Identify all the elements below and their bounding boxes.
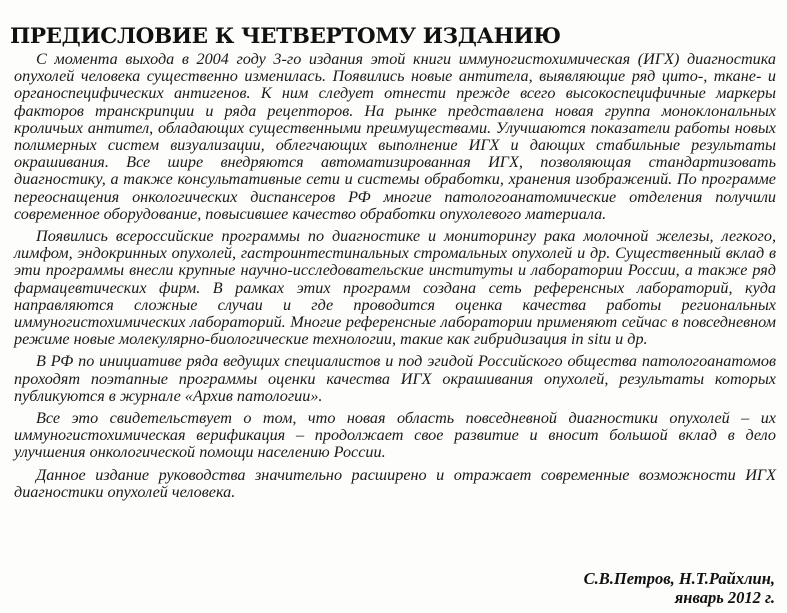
document-title: ПРЕДИСЛОВИЕ К ЧЕТВЕРТОМУ ИЗДАНИЮ [10, 24, 561, 49]
paragraph-5: Данное издание руководства значительно расширено и отражает современные возможности ИГХ диагностики опухолей человека. [14, 465, 776, 501]
signature-block [584, 569, 775, 607]
preface-body [14, 51, 776, 501]
paragraph-2: Появились всероссийские программы по диагностике и мониторингу рака молочной железы, легкого, лимфом, эндокринных опухолей, гастроинтестинальных стромальных опухолей и др. Существенный вклад в эти программы внесли крупные научно-исследовательские институты и лаборатории России, а также ряд фармацевтических фирм. В рамках этих программ создана сеть референсных лабораторий, куда направляются сложные случаи и где проводится оценка качества работы региональных иммуногистохимических лабораторий. Многие референсные лаборатории применяют сейчас в повседневном режиме новые молекулярно-биологические технологии, такие как гибридизация in situ и др. [14, 227, 776, 349]
signature-authors: С.В.Петров, Н.Т.Райхлин, [583, 569, 775, 588]
paragraph-4: Все это свидетельствует о том, что новая область повседневной диагностики опухолей – их иммуногистохимическая верификация – продолжает свое развитие и вносит большой вклад в дело улучшения онкологической помощи населению России. [14, 409, 776, 462]
paragraph-3: В РФ по инициативе ряда ведущих специалистов и под эгидой Российского общества патологоанатомов проходят поэтапные программы оценки качества ИГХ окрашивания опухолей, результаты которых публикуются в журнале «Архив патологии». [14, 352, 776, 405]
paragraph-1: С момента выхода в 2004 году 3-го издания этой книги иммуногистохимическая (ИГХ) диагностика опухолей человека существенно изменилась. Появились новые антитела, выявляющие ряд цито-, ткане- и органоспецифических антигенов. К ним следует отнести прежде всего высокоспецифичные маркеры факторов транскрипции и ряда рецепторов. На рынке представлена новая группа моноклональных кроличьих антител, обладающих существенными преимуществами. Улучшаются показатели работы новых полимерных систем визуализации, облегчающих выполнение ИГХ и дающих стабильные результаты окрашивания. Все шире внедряются автоматизированная ИГХ, позволяющая стандартизовать диагностику, а также консультативные сети и системы обработки, хранения изображений. По программе переоснащения онкологических диспансеров РФ многие патологоанатомические отделения получили современное оборудование, повысившее качество обработки опухолевого материала. [14, 50, 776, 223]
signature-date: январь 2012 г. [674, 588, 775, 607]
